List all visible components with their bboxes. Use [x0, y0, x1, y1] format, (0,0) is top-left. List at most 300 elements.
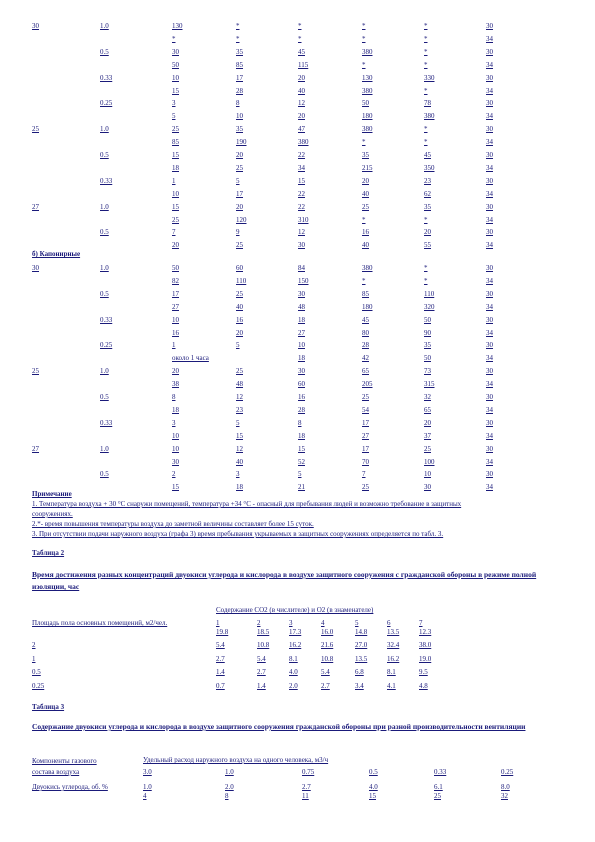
table1-cell: 30 — [486, 125, 493, 134]
table1-cell: * — [236, 34, 240, 43]
table3-o2: 32 — [501, 792, 508, 800]
table3-title: Содержание двуокиси углерода и кислорода в воздухе защитного сооружения гражданской обороны при разной производительности вентиляции — [32, 722, 526, 731]
table1-cell: 50 — [424, 315, 431, 324]
table1-cell: 0.25 — [100, 341, 113, 350]
table1-cell: 27 — [172, 302, 179, 311]
table1-cell: 25 — [32, 367, 39, 376]
table3-co2: 2.0 — [225, 783, 234, 791]
table1-cell: 40 — [298, 86, 305, 95]
table1-cell: 34 — [486, 86, 493, 95]
table1-cell: 0.5 — [100, 289, 109, 298]
table1-cell: * — [362, 60, 366, 69]
table1-cell: 150 — [298, 276, 309, 285]
table1-cell: 0.5 — [100, 470, 109, 479]
table1-cell: 3 — [172, 418, 176, 427]
table1-cell: 60 — [298, 380, 305, 389]
table3-flow: 0.75 — [302, 768, 315, 776]
table1-cell: 17 — [236, 73, 243, 82]
table1-cell: * — [424, 215, 428, 224]
table1-cell: 10 — [172, 444, 179, 453]
table2-cell: 8.1 — [387, 668, 396, 676]
table1-cell: 10 — [172, 315, 179, 324]
table1-cell: 9 — [236, 228, 240, 237]
table1-cell: 30 — [486, 264, 493, 272]
table1-cell: 34 — [486, 457, 493, 466]
table2-col-number: 6 — [387, 619, 391, 627]
table1-cell: 34 — [486, 405, 493, 414]
table1-cell: 20 — [236, 328, 243, 337]
table1-cell: 25 — [362, 202, 369, 211]
table1-cell: 78 — [424, 99, 431, 108]
table1-cell: 32 — [424, 393, 431, 401]
table1-cell: 34 — [486, 354, 493, 363]
table1-cell: 5 — [298, 470, 302, 479]
table1-cell: 110 — [424, 289, 435, 298]
table2-col-o2: 13.5 — [387, 628, 400, 636]
table1-cell: 38 — [172, 380, 179, 389]
table1-cell: * — [172, 34, 176, 43]
table1-cell: 380 — [362, 86, 373, 95]
table1-cell: 25 — [172, 215, 179, 224]
table1-cell: 50 — [424, 354, 431, 363]
table1-cell: 23 — [236, 405, 243, 414]
table1-cell: 62 — [424, 189, 431, 198]
table1-cell: 180 — [362, 112, 373, 121]
table1-cell: 17 — [236, 189, 243, 198]
table1-cell: 350 — [424, 163, 435, 172]
table1-cell: 20 — [424, 418, 431, 427]
table3-o2: 8 — [225, 792, 229, 800]
table1-cell: 1.0 — [100, 367, 109, 376]
table2-cell: 2.7 — [216, 654, 225, 663]
table2-cell: 3.4 — [355, 681, 364, 690]
table1-cell: 20 — [298, 112, 305, 121]
table1-cell: 85 — [172, 138, 179, 147]
table1-cell: 90 — [424, 328, 431, 337]
table1-cell: 1.0 — [100, 125, 109, 134]
table3-row-header-1: Компоненты газового — [32, 757, 97, 765]
table2-cell: 32.4 — [387, 641, 400, 649]
table1-cell: 60 — [236, 264, 243, 272]
table1-cell: 50 — [172, 60, 179, 69]
table1-cell: 15 — [298, 444, 305, 453]
table1-cell: * — [424, 34, 428, 43]
table3-group-header: Удельный расход наружного воздуха на одного человека, м3/ч — [143, 756, 329, 764]
table1-cell: * — [298, 34, 302, 43]
table1-cell: 5 — [236, 418, 240, 427]
table1-cell: 35 — [362, 151, 369, 159]
table1-cell: 30 — [486, 418, 493, 427]
table1-cell: 0.5 — [100, 47, 109, 56]
table1-cell: около 1 часа — [172, 354, 209, 363]
table1-cell: 115 — [298, 60, 309, 69]
table1-cell: 34 — [486, 215, 493, 224]
table1-cell: 20 — [236, 202, 243, 211]
table2-cell: 9.5 — [419, 668, 428, 676]
table1-cell: 84 — [298, 264, 305, 272]
table1-cell: 10 — [424, 470, 431, 479]
table3-o2: 11 — [302, 792, 309, 800]
table1-cell: * — [362, 34, 366, 43]
table1-cell: 30 — [486, 22, 493, 30]
table1-cell: 30 — [486, 341, 493, 350]
table1-cell: 27 — [362, 431, 369, 440]
table1-cell: 30 — [298, 289, 305, 298]
table1-cell: 15 — [172, 151, 179, 159]
table1-cell: 18 — [236, 483, 243, 492]
table1-cell: 35 — [424, 341, 431, 350]
table1-cell: 12 — [298, 228, 305, 237]
table2-cell: 2.0 — [289, 681, 298, 690]
table1-cell: 7 — [362, 470, 366, 479]
table1-cell: 17 — [362, 444, 369, 453]
table1-cell: 130 — [172, 22, 183, 30]
table1-cell: 380 — [424, 112, 435, 121]
table1-cell: * — [424, 60, 428, 69]
table1-cell: 70 — [362, 457, 369, 466]
table1-cell: 1.0 — [100, 264, 109, 272]
table1-cell: 45 — [298, 47, 305, 56]
table1-cell: 30 — [32, 22, 39, 30]
table2-cell: 1.4 — [257, 681, 266, 690]
table1-cell: 30 — [172, 47, 179, 56]
table2-col-o2: 16.0 — [321, 628, 334, 636]
table1-cell: 8 — [298, 418, 302, 427]
table2-col-o2: 19.8 — [216, 628, 229, 636]
table2-col-number: 7 — [419, 619, 423, 627]
table2-label: Таблица 2 — [32, 549, 65, 557]
table1-cell: 380 — [362, 125, 373, 134]
table2-row-header: Площадь пола основных помещений, м2/чел. — [32, 619, 168, 627]
table1-cell: 40 — [236, 302, 243, 311]
table3-flow: 0.5 — [369, 768, 378, 776]
table1-cell: 0.33 — [100, 418, 113, 427]
table1-cell: 80 — [362, 328, 369, 337]
table3-o2: 4 — [143, 792, 147, 800]
section-b-title: б) Капонирные — [32, 250, 81, 258]
table1-cell: * — [362, 276, 366, 285]
table2-cell: 0.25 — [32, 681, 45, 690]
table1-cell: 0.25 — [100, 99, 113, 108]
table1-cell: 5 — [236, 176, 240, 185]
table2-col-number: 4 — [321, 619, 325, 627]
table1-cell: 15 — [172, 86, 179, 95]
table1-cell: 30 — [486, 393, 493, 401]
table1-cell: * — [236, 22, 240, 30]
table2-col-number: 3 — [289, 619, 293, 627]
table1-cell: 25 — [32, 125, 39, 134]
table1-cell: 130 — [362, 73, 373, 82]
table1-cell: 35 — [236, 125, 243, 134]
table1-cell: 21 — [298, 483, 305, 492]
table2-cell: 4.0 — [289, 668, 298, 676]
table1-cell: 20 — [424, 228, 431, 237]
table1-cell: * — [424, 276, 428, 285]
table1-cell: 20 — [298, 73, 305, 82]
table1-cell: 40 — [236, 457, 243, 466]
table1-cell: 330 — [424, 73, 435, 82]
table1-cell: 34 — [486, 34, 493, 43]
table1-cell: 5 — [236, 341, 240, 350]
table1-cell: 37 — [424, 431, 431, 440]
table1-cell: 22 — [298, 189, 305, 198]
table1-cell: 1.0 — [100, 22, 109, 30]
table1-cell: 2 — [172, 470, 176, 479]
table2-cell: 13.5 — [355, 654, 368, 663]
table1-cell: 25 — [236, 241, 243, 250]
table1-cell: * — [424, 264, 428, 272]
table1-cell: 28 — [236, 86, 243, 95]
table1-cell: 10 — [172, 431, 179, 440]
table1-cell: 30 — [486, 151, 493, 159]
table1-cell: 27 — [32, 202, 39, 211]
table2-cell: 6.8 — [355, 668, 364, 676]
table2-cell: 10.8 — [257, 641, 270, 649]
table1-cell: 34 — [486, 328, 493, 337]
table1-cell: 22 — [298, 151, 305, 159]
table2-cell: 27.0 — [355, 641, 368, 649]
table1-cell: 30 — [172, 457, 179, 466]
table1-cell: * — [424, 125, 428, 134]
table1-cell: 110 — [236, 276, 247, 285]
table1-cell: 34 — [486, 112, 493, 121]
table1-cell: * — [424, 138, 428, 147]
table1-cell: 205 — [362, 380, 373, 389]
table1-cell: 50 — [362, 99, 369, 108]
table2-title: Время достижения разных концентраций двуокиси углерода и кислорода в воздухе защитного сооружения с гражданской обороны в режиме полной изоляции, час — [32, 570, 537, 591]
table1-cell: 12 — [298, 99, 305, 108]
table1-cell: 17 — [362, 418, 369, 427]
table1-cell: 54 — [362, 405, 369, 414]
table1-cell: 45 — [362, 315, 369, 324]
table2-cell: 10.8 — [321, 654, 334, 663]
table1-cell: 8 — [172, 393, 176, 401]
table1-cell: 7 — [172, 228, 176, 237]
table1-cell: 34 — [486, 483, 493, 492]
table1-cell: 30 — [486, 470, 493, 479]
table2-col-o2: 14.8 — [355, 628, 368, 636]
table1-cell: 25 — [172, 125, 179, 134]
table1-cell: 34 — [486, 189, 493, 198]
table3-flow: 0.25 — [501, 768, 514, 776]
table1-cell: 34 — [486, 380, 493, 389]
table2-cell: 2.7 — [321, 681, 330, 690]
note-3: 3. При отсутствии подачи наружного воздуха (графа 3) время пребывания укрываемых в защитных сооружениях определяется по табл. 3. — [32, 530, 444, 538]
table1-cell: 25 — [236, 367, 243, 376]
table3-o2: 25 — [434, 792, 441, 800]
table1-cell: 25 — [362, 393, 369, 401]
table3-row-header-2: состава воздуха — [32, 768, 80, 776]
table2-cell: 5.4 — [216, 641, 225, 649]
table1-cell: 34 — [298, 163, 305, 172]
table1-cell: 0.33 — [100, 315, 113, 324]
table1-cell: 42 — [362, 354, 369, 363]
table1-cell: 320 — [424, 302, 435, 311]
table1-cell: 16 — [298, 393, 305, 401]
table1-cell: 45 — [424, 151, 431, 159]
table1-cell: 30 — [486, 315, 493, 324]
table1-cell: 50 — [172, 264, 179, 272]
table1-cell: 3 — [236, 470, 240, 479]
table1-cell: 25 — [362, 483, 369, 492]
table1-cell: 82 — [172, 276, 179, 285]
table3-co2: 8.0 — [501, 783, 510, 791]
table1-cell: 28 — [298, 405, 305, 414]
table2-cell: 16.2 — [289, 641, 302, 649]
table1-cell: * — [298, 22, 302, 30]
table3-o2: 15 — [369, 792, 376, 800]
table1-cell: 18 — [298, 354, 305, 363]
table2-cell: 16.2 — [387, 654, 400, 663]
table2-cell: 5.4 — [321, 668, 330, 676]
table1-cell: 17 — [172, 289, 179, 298]
table1-cell: 27 — [32, 444, 39, 453]
table1-cell: * — [362, 22, 366, 30]
table1-cell: 15 — [172, 202, 179, 211]
note-2: 2.*- время повышения температуры воздуха до заметной величины составляет более 15 суток. — [32, 520, 314, 528]
table1-cell: 18 — [172, 163, 179, 172]
table1-cell: 34 — [486, 276, 493, 285]
table1-cell: 25 — [236, 289, 243, 298]
table1-cell: 12 — [236, 393, 243, 401]
table1-cell: 34 — [486, 138, 493, 147]
table1-cell: 23 — [424, 176, 431, 185]
table1-cell: * — [424, 47, 428, 56]
table1-cell: 20 — [236, 151, 243, 159]
table1-cell: 30 — [298, 367, 305, 376]
table1-cell: 34 — [486, 60, 493, 69]
table3-co2: 2.7 — [302, 783, 311, 791]
table1-cell: 34 — [486, 431, 493, 440]
table1-cell: 40 — [362, 241, 369, 250]
table1-cell: 380 — [362, 47, 373, 56]
table1-cell: 65 — [362, 367, 369, 376]
table1-cell: 30 — [486, 202, 493, 211]
table1-cell: 20 — [362, 176, 369, 185]
table1-cell: 85 — [362, 289, 369, 298]
table1-cell: 10 — [236, 112, 243, 121]
table1-cell: 10 — [172, 73, 179, 82]
table1-cell: * — [424, 86, 428, 95]
table3-label: Таблица 3 — [32, 703, 65, 711]
table1-cell: 52 — [298, 457, 305, 466]
table1-cell: 20 — [172, 367, 179, 376]
table1-cell: 100 — [424, 457, 435, 466]
table1-cell: 16 — [362, 228, 369, 237]
table1-cell: 48 — [298, 302, 305, 311]
table2-cell: 1 — [32, 654, 36, 663]
table2-group-header: Содержание СО2 (в числителе) и О2 (в знаменателе) — [216, 606, 374, 614]
table1-cell: 380 — [298, 138, 309, 147]
table1-cell: 48 — [236, 380, 243, 389]
table1-cell: 35 — [236, 47, 243, 56]
table2-col-o2: 12.3 — [419, 628, 432, 636]
table1-cell: 15 — [236, 431, 243, 440]
table1-cell: 30 — [486, 444, 493, 453]
table2-cell: 0.5 — [32, 668, 41, 676]
table1-cell: 47 — [298, 125, 305, 134]
table1-cell: 1 — [172, 341, 176, 350]
table2-cell: 5.4 — [257, 654, 266, 663]
table1-cell: 30 — [424, 483, 431, 492]
table1-cell: 30 — [298, 241, 305, 250]
table1-cell: 16 — [172, 328, 179, 337]
table1-cell: 25 — [236, 163, 243, 172]
table3-co2: 6.1 — [434, 783, 443, 791]
table1-cell: 30 — [486, 289, 493, 298]
table1-cell: * — [424, 22, 428, 30]
table1-cell: 30 — [486, 73, 493, 82]
table1-cell: 18 — [172, 405, 179, 414]
table1-cell: 27 — [298, 328, 305, 337]
table2-cell: 4.1 — [387, 681, 396, 690]
table1-cell: 34 — [486, 302, 493, 311]
table3-flow: 0.33 — [434, 768, 447, 776]
table1-cell: 5 — [172, 112, 176, 121]
table1-cell: 65 — [424, 405, 431, 414]
table1-cell: 1.0 — [100, 444, 109, 453]
table1-cell: 30 — [486, 47, 493, 56]
table1-cell: 0.5 — [100, 393, 109, 401]
table3-flow: 1.0 — [225, 768, 234, 776]
table1-cell: 16 — [236, 315, 243, 324]
table2-cell: 19.0 — [419, 654, 432, 663]
table1-cell: 35 — [424, 202, 431, 211]
table1-cell: 28 — [362, 341, 369, 350]
table1-cell: 55 — [424, 241, 431, 250]
table1-cell: 30 — [486, 367, 493, 376]
table1-cell: 18 — [298, 431, 305, 440]
table1-cell: 0.33 — [100, 176, 113, 185]
table1-cell: 25 — [424, 444, 431, 453]
table1-cell: 30 — [486, 228, 493, 237]
table1-cell: 1.0 — [100, 202, 109, 211]
table1-cell: 0.5 — [100, 228, 109, 237]
table1-cell: 315 — [424, 380, 435, 389]
table1-cell: 120 — [236, 215, 247, 224]
table1-cell: * — [362, 138, 366, 147]
note-1-cont: сооружениях. — [32, 510, 73, 518]
table1-cell: 20 — [172, 241, 179, 250]
table1-cell: 310 — [298, 215, 309, 224]
table1-cell: 22 — [298, 202, 305, 211]
table1-cell: 180 — [362, 302, 373, 311]
table1-cell: 3 — [172, 99, 176, 108]
table3-co2: 1.0 — [143, 783, 152, 791]
table1-cell: 18 — [298, 315, 305, 324]
table1-cell: 73 — [424, 367, 431, 376]
table1-cell: 12 — [236, 444, 243, 453]
table1-cell: 34 — [486, 163, 493, 172]
table1-cell: 40 — [362, 189, 369, 198]
table2-cell: 0.7 — [216, 681, 225, 690]
table1-cell: 10 — [172, 189, 179, 198]
table1-cell: 10 — [298, 341, 305, 350]
table3-co2-label: Двуокись углерода, об. % — [32, 783, 108, 791]
table2-cell: 4.8 — [419, 681, 428, 690]
table2-col-number: 5 — [355, 619, 359, 627]
table2-cell: 2.7 — [257, 668, 266, 676]
table2-cell: 21.6 — [321, 641, 334, 649]
table2-col-o2: 18.5 — [257, 628, 270, 636]
note-1: 1. Температура воздуха + 30 °С снаружи помещений, температура +34 °С - опасный для пребывания людей и возможно требование в защитных — [32, 500, 462, 508]
table1-cell: 0.33 — [100, 73, 113, 82]
table1-cell: 8 — [236, 99, 240, 108]
table1-cell: 85 — [236, 60, 243, 69]
table2-col-number: 1 — [216, 619, 220, 627]
table1-cell: 15 — [172, 483, 179, 492]
table1-cell: 15 — [298, 176, 305, 185]
